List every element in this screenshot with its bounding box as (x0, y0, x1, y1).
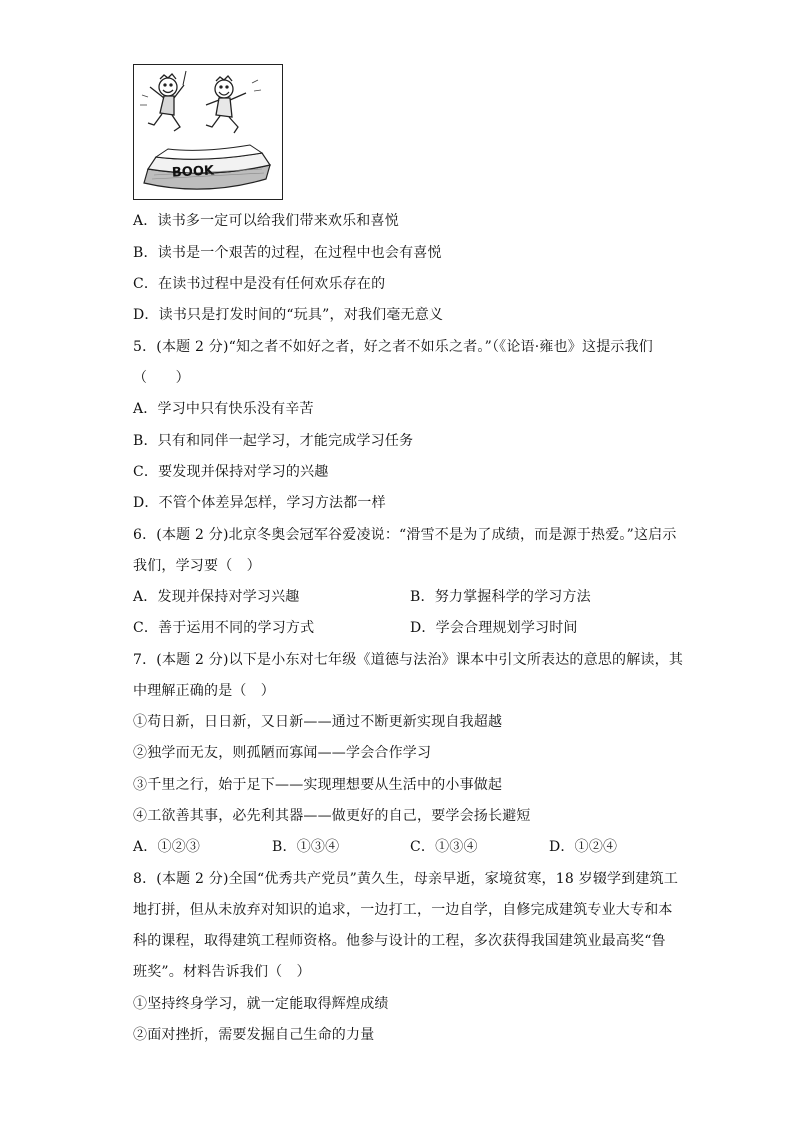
q7-item-1: ①苟日新，日日新，又日新——通过不断更新实现自我超越 (133, 714, 503, 730)
q7-option-c: C．①③④ (410, 839, 478, 855)
q4-option-c: C．在读书过程中是没有任何欢乐存在的 (133, 276, 386, 292)
q4-option-b: B．读书是一个艰苦的过程，在过程中也会有喜悦 (133, 245, 442, 261)
q8-stem-line1: 8．(本题 2 分)全国“优秀共产党员”黄久生，母亲早逝，家境贫寒，18 岁辍学到建筑工 (133, 871, 679, 887)
q7-option-d: D．①②④ (549, 839, 618, 855)
q7-item-2: ②独学而无友，则孤陋而寡闻——学会合作学习 (133, 745, 432, 761)
book-drawing (144, 145, 270, 189)
q7-option-a: A．①②③ (133, 839, 201, 855)
q6-option-a: A．发现并保持对学习兴趣 (133, 589, 300, 605)
left-kid-figure (148, 71, 186, 131)
q7-stem-line2: 中理解正确的是（ ） (133, 683, 275, 699)
book-title-text: BOOK (171, 163, 215, 181)
q5-option-b: B．只有和同伴一起学习，才能完成学习任务 (133, 433, 414, 449)
q8-item-2: ②面对挫折，需要发掘自己生命的力量 (133, 1027, 375, 1043)
q6-option-d: D．学会合理规划学习时间 (410, 620, 578, 636)
motion-lines (140, 80, 261, 105)
book-illustration (133, 64, 283, 200)
q6-option-b: B．努力掌握科学的学习方法 (410, 589, 591, 605)
q5-option-a: A．学习中只有快乐没有辛苦 (133, 401, 314, 417)
q8-stem-line2: 地打拼，但从未放弃对知识的追求，一边打工，一边自学，自修完成建筑专业大专和本 (133, 902, 673, 918)
q6-stem-line1: 6．(本题 2 分)北京冬奥会冠军谷爱凌说：“滑雪不是为了成绩，而是源于热爱。”这启示 (133, 527, 677, 543)
kids-jumping-over-book-image (134, 65, 283, 200)
q5-stem-line2: （ ） (133, 370, 190, 386)
q7-option-b: B．①③④ (272, 839, 340, 855)
q6-option-c: C．善于运用不同的学习方式 (133, 620, 315, 636)
q5-stem-line1: 5．(本题 2 分)“知之者不如好之者，好之者不如乐之者。”（《论语·雍也》这提示我们 (133, 339, 654, 355)
q7-item-3: ③千里之行，始于足下——实现理想要从生活中的小事做起 (133, 777, 503, 793)
q6-stem-line2: 我们，学习要（ ） (133, 558, 261, 574)
q4-option-d: D．读书只是打发时间的“玩具”，对我们毫无意义 (133, 307, 444, 323)
q8-stem-line4: 班奖”。材料告诉我们（ ） (133, 964, 311, 980)
q7-item-4: ④工欲善其事，必先利其器——做更好的自己，要学会扬长避短 (133, 808, 531, 824)
q8-stem-line3: 科的课程，取得建筑工程师资格。他参与设计的工程，多次获得我国建筑业最高奖“鲁 (133, 933, 666, 949)
q5-option-c: C．要发现并保持对学习的兴趣 (133, 464, 329, 480)
q7-stem-line1: 7．(本题 2 分)以下是小东对七年级《道德与法治》课本中引文所表达的意思的解读，其 (133, 652, 684, 668)
right-kid-figure (206, 76, 246, 133)
q5-option-d: D．不管个体差异怎样，学习方法都一样 (133, 495, 386, 511)
q4-option-a: A．读书多一定可以给我们带来欢乐和喜悦 (133, 213, 399, 229)
q8-item-1: ①坚持终身学习，就一定能取得辉煌成绩 (133, 996, 389, 1012)
